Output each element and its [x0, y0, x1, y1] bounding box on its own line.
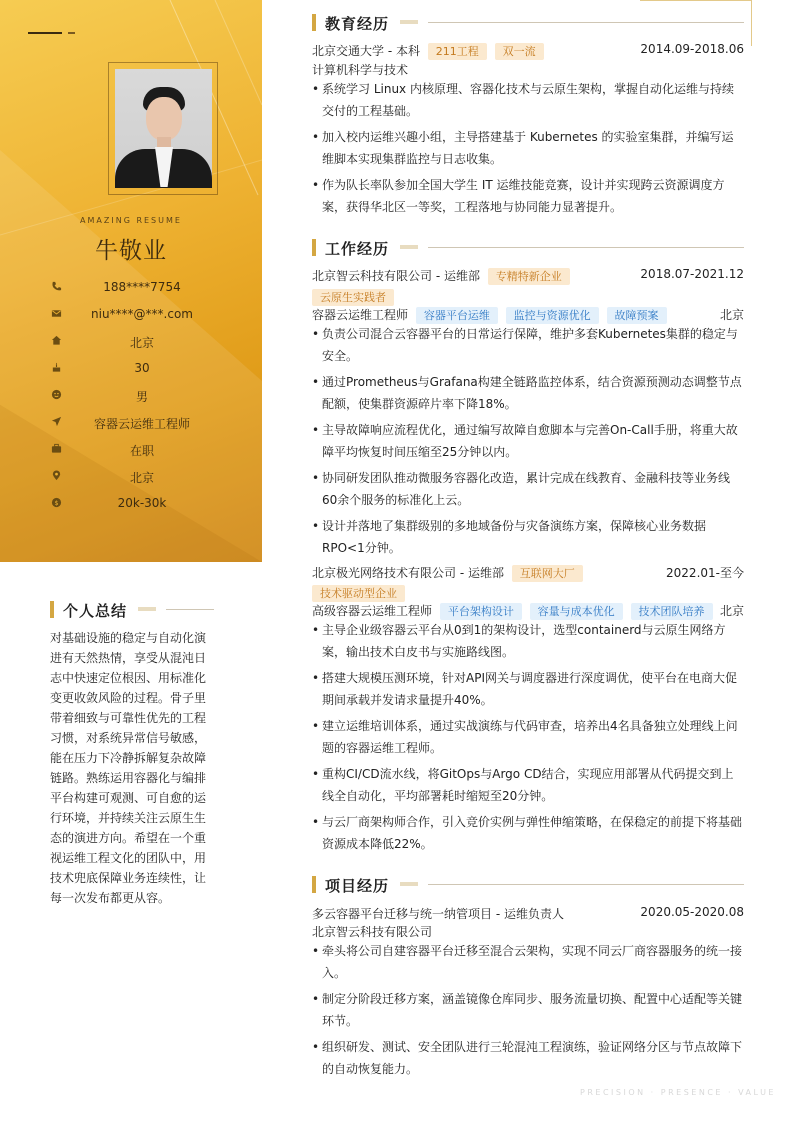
project-bullets — [312, 940, 744, 1084]
summary-title: 个人总结 — [63, 602, 128, 620]
bullet-item: • 建立运维培训体系，通过实战演练与代码审查，培养出4名具备独立处理线上问题的容器运维工程师。 — [312, 715, 744, 759]
section-accent-bar — [50, 601, 54, 618]
work-title: 工作经历 — [325, 240, 390, 258]
info-status — [0, 440, 262, 460]
job-bullets — [312, 619, 744, 859]
section-pill — [138, 607, 156, 611]
bullet-item: • 与云厂商架构师合作，引入竞价实例与弹性伸缩策略，在保稳定的前提下将基础资源成本降低22%。 — [312, 811, 744, 855]
info-value: 北京 — [129, 336, 154, 350]
section-pill — [400, 882, 418, 886]
company-name: 北京极光网络技术有限公司 - 运维部 — [312, 566, 504, 580]
info-email — [0, 305, 262, 325]
avatar — [115, 69, 212, 188]
job-date: 2018.07-2021.12 — [640, 267, 744, 281]
info-value: 30 — [134, 361, 150, 375]
project-name: 多云容器平台迁移与统一纳管项目 - 运维负责人 — [312, 907, 564, 921]
info-job-target — [0, 413, 262, 433]
position-tag: 容器平台运维 — [416, 307, 498, 324]
company-tag: 技术驱动型企业 — [312, 585, 405, 602]
project-entry-header — [312, 904, 744, 922]
info-phone — [0, 278, 262, 298]
job-bullets — [312, 323, 744, 563]
bullet-item: • 牵头将公司自建容器平台迁移至混合云架构，实现不同云厂商容器服务的统一接入。 — [312, 940, 744, 984]
bullet-item: • 重构CI/CD流水线，将GitOps与Argo CD结合，实现应用部署从代码提交到上线全自动化，平均部署耗时缩短至20分钟。 — [312, 763, 744, 807]
school-tag: 双一流 — [495, 43, 544, 60]
job-tag-line — [312, 288, 744, 306]
sidebar-deco-dash — [28, 32, 62, 34]
info-residence — [0, 332, 262, 352]
project-date: 2020.05-2020.08 — [640, 905, 744, 919]
position-title: 高级容器云运维工程师 — [312, 604, 433, 618]
education-title: 教育经历 — [325, 15, 390, 33]
section-accent-bar — [312, 239, 316, 256]
footer-watermark: PRECISION · PRESENCE · VALUE — [580, 1088, 776, 1097]
education-entry-header — [312, 41, 744, 59]
project-company-line — [312, 922, 744, 940]
school-name: 北京交通大学 - 本科 — [312, 44, 420, 58]
projects-section-header — [312, 874, 744, 896]
svg-text:$: $ — [54, 498, 59, 507]
job-city: 北京 — [719, 308, 744, 322]
bullet-item: • 搭建大规模压测环境，针对API网关与调度器进行深度调优，使平台在电商大促期间承载并发请求量提升40%。 — [312, 667, 744, 711]
section-accent-bar — [312, 876, 316, 893]
position-tag: 容量与成本优化 — [530, 603, 623, 620]
job-position-line — [312, 305, 744, 323]
company-tag: 专精特新企业 — [488, 268, 570, 285]
project-company: 北京智云科技有限公司 — [312, 925, 433, 939]
info-value: 188****7754 — [103, 280, 181, 294]
bullet-item: • 组织研发、测试、安全团队进行三轮混沌工程演练，验证网络分区与节点故障下的自动恢复能力。 — [312, 1036, 744, 1080]
section-rule — [428, 247, 744, 248]
position-tag: 监控与资源优化 — [506, 307, 599, 324]
info-age — [0, 359, 262, 379]
bullet-item: • 通过Prometheus与Grafana构建全链路监控体系，结合资源预测动态调整节点配额，使集群资源碎片率下降18%。 — [312, 371, 744, 415]
bullet-item: • 作为队长率队参加全国大学生 IT 运维技能竞赛，设计并实现跨云资源调度方案，获得华北区一等奖，工程落地与协同能力显著提升。 — [312, 174, 744, 218]
job-city: 北京 — [719, 604, 744, 618]
education-date: 2014.09-2018.06 — [640, 42, 744, 56]
job-date: 2022.01-至今 — [666, 566, 744, 580]
info-target-city — [0, 467, 262, 487]
job-position-line — [312, 601, 744, 619]
job-entry-header — [312, 266, 744, 284]
section-pill — [400, 245, 418, 249]
info-value: 容器云运维工程师 — [93, 417, 190, 431]
section-rule — [428, 884, 744, 885]
education-major-line — [312, 60, 744, 78]
section-pill — [400, 20, 418, 24]
info-gender — [0, 386, 262, 406]
info-value: niu****@***.com — [91, 307, 193, 321]
info-value: 男 — [135, 390, 148, 404]
bullet-item: • 制定分阶段迁移方案，涵盖镜像仓库同步、服务流量切换、配置中心适配等关键环节。 — [312, 988, 744, 1032]
position-tag: 技术团队培养 — [631, 603, 713, 620]
summary-section-header — [50, 599, 214, 621]
bullet-item: • 主导企业级容器云平台从0到1的架构设计，选型containerd与云原生网络方案，输出技术白皮书与实施路线图。 — [312, 619, 744, 663]
info-value: 北京 — [129, 471, 154, 485]
position-tag: 故障预案 — [607, 307, 667, 324]
info-value: 在职 — [129, 444, 154, 458]
education-bullets — [312, 78, 744, 222]
section-rule — [428, 22, 744, 23]
position-title: 容器云运维工程师 — [312, 308, 409, 322]
job-tag-line — [312, 584, 744, 602]
bullet-item: • 主导故障响应流程优化，通过编写故障自愈脚本与完善On-Call手册，将重大故障平均恢复时间压缩至25分钟以内。 — [312, 419, 744, 463]
work-section-header — [312, 237, 744, 259]
bullet-item: • 协同研发团队推动微服务容器化改造，累计完成在线教育、金融科技等业务线60余个服务的标准化上云。 — [312, 467, 744, 511]
summary-text: 对基础设施的稳定与自动化演进有天然热情，享受从混沌日志中快速定位根因、用标准化变更收敛风险的过程。骨子里带着细致与可靠性优先的工程习惯，对系统异常信号敏感，能在压力下冷静拆解复杂故障链路。熟练运用容器化与编排平台构建可观测、可自愈的运行环境，并持续关注云原生生态的演进方向。希望在一个重视运维工程文化的团队中，用技术兜底保障业务连续性，让每一次发布都更从容。 — [50, 631, 207, 905]
bullet-item: • 设计并落地了集群级别的多地域备份与灾备演练方案，保障核心业务数据RPO<1分钟。 — [312, 515, 744, 559]
bullet-item: • 系统学习 Linux 内核原理、容器化技术与云原生架构，掌握自动化运维与持续交付的工程基础。 — [312, 78, 744, 122]
education-section-header — [312, 12, 744, 34]
company-name: 北京智云科技有限公司 - 运维部 — [312, 269, 480, 283]
section-accent-bar — [312, 14, 316, 31]
company-tag: 云原生实践者 — [312, 289, 394, 306]
projects-title: 项目经历 — [325, 877, 390, 895]
info-value: 20k-30k — [117, 496, 167, 510]
bullet-item: • 加入校内运维兴趣小组，主导搭建基于 Kubernetes 的实验室集群，并编写运维脚本实现集群监控与日志收集。 — [312, 126, 744, 170]
sidebar-deco-dash — [68, 32, 75, 34]
section-rule — [166, 609, 214, 610]
position-tag: 平台架构设计 — [440, 603, 522, 620]
bullet-item: • 负责公司混合云容器平台的日常运行保障，维护多套Kubernetes集群的稳定与安全。 — [312, 323, 744, 367]
info-salary — [0, 494, 262, 514]
candidate-name: 牛敬业 — [95, 238, 167, 264]
school-tag: 211工程 — [428, 43, 487, 60]
resume-tagline: AMAZING RESUME — [80, 216, 182, 225]
company-tag: 互联网大厂 — [512, 565, 583, 582]
job-entry-header — [312, 563, 744, 581]
major: 计算机科学与技术 — [312, 63, 409, 77]
